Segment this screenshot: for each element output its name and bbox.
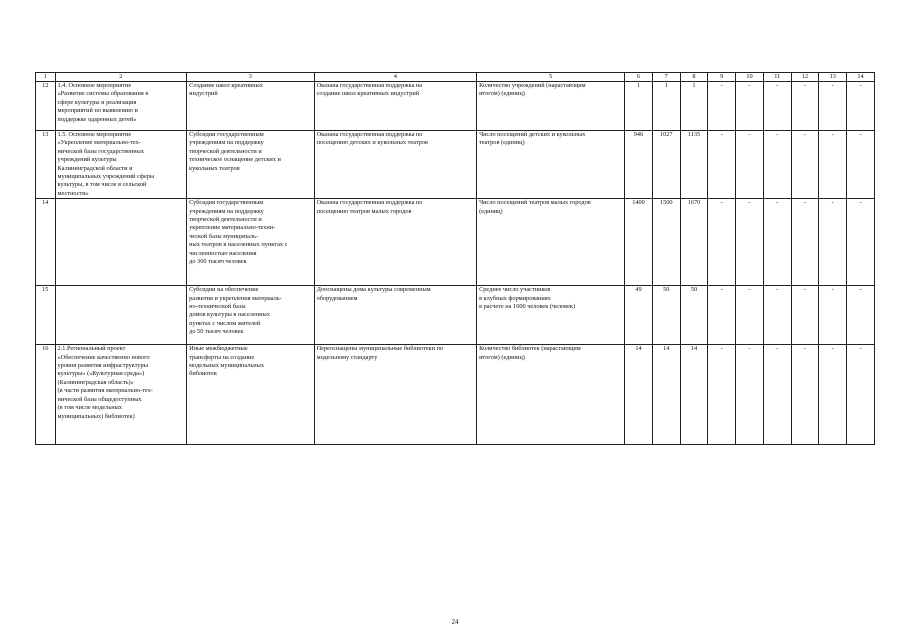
value-cell: - [819, 286, 847, 345]
measure-cell: Иные межбюджетные трансферты на создание модельных муниципальных библиотек [187, 345, 314, 445]
measure-cell: Создание школ креативных индустрий [187, 82, 314, 131]
value-cell: 1500 [652, 199, 680, 286]
header-cell: 14 [847, 73, 875, 82]
header-cell: 3 [187, 73, 314, 82]
value-cell: 50 [652, 286, 680, 345]
row-number: 15 [36, 286, 56, 345]
value-cell: - [847, 286, 875, 345]
value-cell: 946 [625, 131, 653, 199]
activity-cell: 2.1.Региональный проект «Обеспечение качественно нового уровня развития инфраструктуры культуры» («Культурная среда») (Калининградская область)» (в части развития материально-тех- нической базы общедоступных (в том числе модельных муниципальных) библиотек) [55, 345, 187, 445]
page-number: 24 [451, 618, 459, 626]
result-cell: Дооснащены дома культуры современным оборудованием [314, 286, 476, 345]
value-cell: - [763, 199, 791, 286]
row-number: 13 [36, 131, 56, 199]
value-cell: - [763, 131, 791, 199]
header-cell: 9 [708, 73, 736, 82]
value-cell: - [791, 199, 819, 286]
header-row [36, 73, 875, 82]
header-cell: 13 [819, 73, 847, 82]
header-cell: 2 [55, 73, 187, 82]
header-cell: 5 [477, 73, 625, 82]
measure-cell: Субсидии государственным учреждениям на поддержку творческой деятельности и техническое оснащение детских и кукольных театров [187, 131, 314, 199]
indicator-cell: Число посещений детских и кукольных театров (единиц) [477, 131, 625, 199]
value-cell: - [736, 199, 764, 286]
header-cell: 1 [36, 73, 56, 82]
value-cell: - [736, 82, 764, 131]
value-cell: 14 [652, 345, 680, 445]
value-cell: 50 [680, 286, 708, 345]
value-cell: - [736, 286, 764, 345]
value-cell: 1670 [680, 199, 708, 286]
table-row [36, 199, 875, 286]
row-number: 14 [36, 199, 56, 286]
value-cell: - [708, 286, 736, 345]
value-cell: - [791, 345, 819, 445]
value-cell: - [791, 286, 819, 345]
row-number: 16 [36, 345, 56, 445]
table-row [36, 345, 875, 445]
activity-cell-continued [55, 199, 187, 286]
row-number: 12 [36, 82, 56, 131]
value-cell: 1400 [625, 199, 653, 286]
header-cell: 4 [314, 73, 476, 82]
value-cell: 14 [625, 345, 653, 445]
indicator-cell: Число посещений театров малых городов (единиц) [477, 199, 625, 286]
value-cell: - [847, 82, 875, 131]
indicator-cell: Количество библиотек (нарастающим итогом) (единиц) [477, 345, 625, 445]
indicator-cell: Количество учреждений (нарастающим итогом) (единиц) [477, 82, 625, 131]
value-cell: 1135 [680, 131, 708, 199]
value-cell: - [736, 131, 764, 199]
header-cell: 6 [625, 73, 653, 82]
value-cell: - [791, 131, 819, 199]
result-cell: Оказана государственная поддержка по посещению театров малых городов [314, 199, 476, 286]
value-cell: - [819, 199, 847, 286]
value-cell: 14 [680, 345, 708, 445]
header-cell: 7 [652, 73, 680, 82]
value-cell: - [708, 345, 736, 445]
value-cell: - [819, 345, 847, 445]
table-row [36, 131, 875, 199]
value-cell: - [763, 82, 791, 131]
table-row [36, 82, 875, 131]
header-cell: 12 [791, 73, 819, 82]
value-cell: - [763, 286, 791, 345]
header-cell: 8 [680, 73, 708, 82]
result-cell: Оказана государственная поддержка по посещению детских и кукольных театров [314, 131, 476, 199]
indicators-table [35, 72, 875, 445]
value-cell: 1 [652, 82, 680, 131]
value-cell: - [763, 345, 791, 445]
value-cell: - [791, 82, 819, 131]
value-cell: 1 [680, 82, 708, 131]
header-cell: 10 [736, 73, 764, 82]
value-cell: 49 [625, 286, 653, 345]
activity-cell: 1.5. Основное мероприятие «Укрепление материально-тех- нической базы государственных учреждений культуры Калининградской области и муниципальных учреждений сферы культуры, в том числе в сельской местности» [55, 131, 187, 199]
value-cell: - [708, 199, 736, 286]
value-cell: - [708, 131, 736, 199]
table-row [36, 286, 875, 345]
value-cell: 1027 [652, 131, 680, 199]
value-cell: - [847, 345, 875, 445]
result-cell: Оказана государственная поддержка на создание школ креативных индустрий [314, 82, 476, 131]
measure-cell: Субсидии на обеспечение развития и укрепления материаль- но-технической базы домов культуры в населенных пунктах с числом жителей до 50 тысяч человек [187, 286, 314, 345]
value-cell: 1 [625, 82, 653, 131]
result-cell: Переоснащены муниципальные библиотеки по модельному стандарту [314, 345, 476, 445]
value-cell: - [819, 131, 847, 199]
value-cell: - [819, 82, 847, 131]
value-cell: - [847, 199, 875, 286]
activity-cell: 1.4. Основное мероприятие «Развитие системы образования в сфере культуры и реализация мероприятий по выявлению и поддержке одаренных детей» [55, 82, 187, 131]
header-cell: 11 [763, 73, 791, 82]
activity-cell-continued [55, 286, 187, 345]
value-cell: - [847, 131, 875, 199]
indicator-cell: Среднее число участников в клубных формированиях в расчете на 1000 человек (человек) [477, 286, 625, 345]
value-cell: - [708, 82, 736, 131]
measure-cell: Субсидия государственным учреждениям на поддержку творческой деятельности и укрепление материально-техни- ческой базы муниципаль- ных театров в населенных пунктах с численностью населения до 300 тысяч человек [187, 199, 314, 286]
value-cell: - [736, 345, 764, 445]
